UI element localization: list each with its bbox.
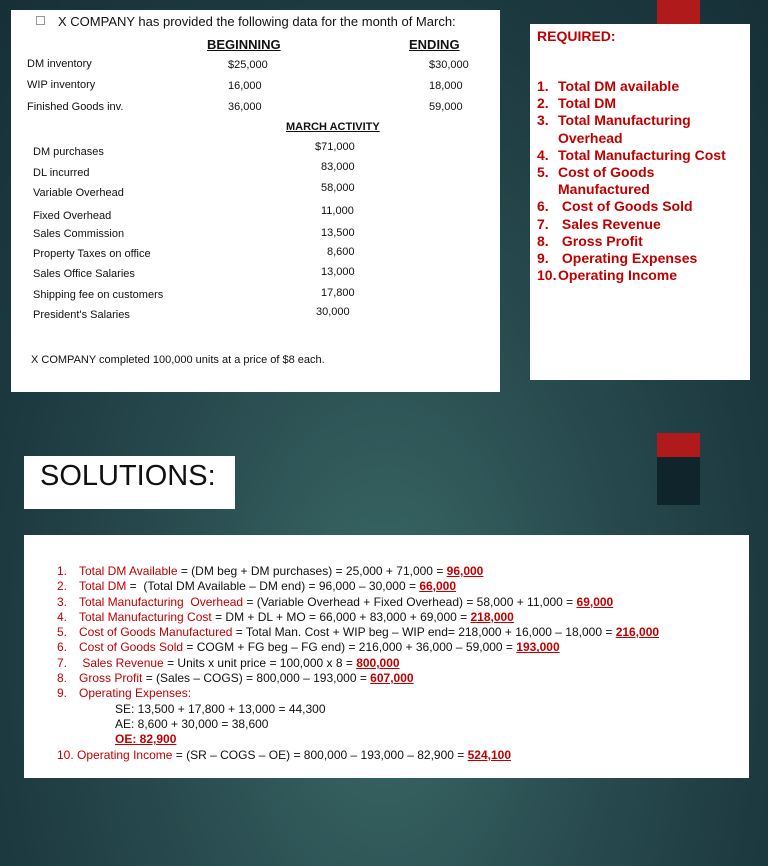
required-item: [537, 198, 749, 215]
solution-line: [57, 686, 659, 701]
activity-label: Property Taxes on office: [33, 248, 151, 260]
item-number: 3.: [537, 112, 549, 129]
solution-formula: = COGM + FG beg – FG end) = 216,000 + 36,000 – 59,000 =: [183, 640, 517, 655]
required-item: [537, 267, 749, 284]
activity-value: 8,600: [327, 246, 355, 258]
solution-formula: = (Sales – COGS) = 800,000 – 193,000 =: [142, 671, 371, 686]
activity-label: DL incurred: [33, 167, 90, 179]
inventory-ending: $30,000: [429, 59, 469, 71]
item-number: 4.: [537, 146, 549, 163]
solution-line: [57, 610, 659, 625]
required-item: [537, 147, 749, 164]
solution-line: [57, 748, 659, 763]
activity-label: Sales Commission: [33, 228, 125, 240]
solution-line: [57, 656, 659, 671]
solution-number: 5.: [57, 625, 68, 640]
beginning-header: BEGINNING: [207, 37, 281, 52]
activity-value: 58,000: [321, 182, 355, 194]
solution-number: 4.: [57, 609, 68, 624]
opex-ae-line: AE: 8,600 + 30,000 = 38,600: [115, 716, 269, 731]
required-list: [537, 78, 749, 284]
solution-answer: 216,000: [615, 625, 660, 640]
solution-answer: 96,000: [446, 564, 484, 578]
item-text: Cost of Goods Sold: [558, 198, 693, 215]
activity-label: Fixed Overhead: [33, 210, 112, 222]
solution-formula: = DM + DL + MO = 66,000 + 83,000 + 69,000 =: [211, 609, 471, 624]
solution-formula: = (SR – COGS – OE) = 800,000 – 193,000 – 82,900 =: [172, 747, 468, 762]
inventory-ending: 18,000: [429, 80, 463, 92]
activity-value: 13,500: [321, 227, 355, 239]
solution-label: Cost of Goods Sold: [79, 640, 184, 655]
solution-formula: = Units x unit price = 100,000 x 8 =: [163, 655, 357, 670]
inventory-label: DM inventory: [27, 58, 92, 70]
solution-answer: 524,100: [467, 747, 512, 762]
ending-header: ENDING: [409, 37, 460, 52]
item-text: Sales Revenue: [558, 215, 661, 232]
solution-label: Total DM: [79, 579, 127, 594]
solution-line: [57, 625, 659, 640]
completed-note: X COMPANY completed 100,000 units at a price of $8 each.: [31, 354, 325, 366]
solutions-list: [57, 564, 659, 763]
activity-value: 11,000: [321, 205, 354, 217]
solution-number: 6.: [57, 640, 68, 655]
item-text: Total Manufacturing Cost: [558, 146, 726, 163]
inventory-label: WIP inventory: [27, 79, 96, 91]
opex-oe-row: [57, 732, 659, 747]
solution-number: 7.: [57, 655, 68, 670]
item-text: Operating Expenses: [558, 250, 698, 267]
march-activity-header: MARCH ACTIVITY: [286, 121, 380, 133]
solution-label: Total Manufacturing Cost: [79, 609, 212, 624]
solution-formula: = Total Man. Cost + WIP beg – WIP end= 218,000 + 16,000 – 18,000 =: [232, 625, 616, 640]
item-text: Total Manufacturing Overhead: [558, 112, 691, 146]
required-item: [537, 95, 749, 112]
item-text: Cost of Goods Manufactured: [558, 164, 655, 198]
solution-line: [57, 564, 659, 579]
item-text: Gross Profit: [558, 232, 643, 249]
decorative-red-block-top: [657, 0, 700, 24]
item-number: 5.: [537, 164, 549, 181]
item-text: Operating Income: [558, 267, 678, 284]
solution-label: Cost of Goods Manufactured: [79, 625, 233, 640]
item-number: 9.: [537, 250, 549, 267]
solution-number: 8.: [57, 671, 68, 686]
activity-value: 83,000: [321, 161, 355, 173]
solution-number: 9.: [57, 686, 68, 701]
solution-label: Total Manufacturing Overhead: [79, 594, 244, 609]
solution-answer: 66,000: [419, 579, 457, 594]
solution-line: [57, 640, 659, 655]
item-number: 7.: [537, 215, 549, 232]
activity-value: $71,000: [315, 141, 355, 153]
item-number: 2.: [537, 95, 549, 112]
activity-label: Variable Overhead: [33, 187, 124, 199]
required-item: [537, 233, 749, 250]
item-text: Total DM available: [558, 78, 680, 94]
solution-formula: = (Variable Overhead + Fixed Overhead) = 58,000 + 11,000 =: [243, 594, 577, 609]
solution-label: Sales Revenue: [79, 655, 164, 670]
solution-line: [57, 579, 659, 594]
opex-se-line: SE: 13,500 + 17,800 + 13,000 = 44,300: [115, 701, 326, 716]
solution-number: 10.: [57, 747, 74, 762]
inventory-beginning: 16,000: [228, 80, 262, 92]
required-item: [537, 78, 749, 95]
item-number: 8.: [537, 232, 549, 249]
item-number: 1.: [537, 78, 549, 94]
item-number: 10.: [537, 267, 557, 284]
solution-line: [57, 671, 659, 686]
decorative-dark-block: [657, 457, 700, 505]
item-number: 6.: [537, 198, 549, 215]
solution-label: Operating Income: [77, 747, 173, 762]
inventory-beginning: $25,000: [228, 59, 268, 71]
activity-value: 13,000: [321, 266, 355, 278]
solution-label: Total DM Available: [79, 564, 178, 578]
inventory-ending: 59,000: [429, 101, 463, 113]
inventory-beginning: 36,000: [228, 101, 262, 113]
activity-label: DM purchases: [33, 146, 104, 158]
solution-number: 3.: [57, 594, 68, 609]
solution-formula: = (Total DM Available – DM end) = 96,000 – 30,000 =: [126, 579, 420, 594]
solution-answer: 218,000: [470, 609, 514, 624]
solution-formula: = (DM beg + DM purchases) = 25,000 + 71,000 =: [177, 564, 447, 578]
solution-label: Operating Expenses:: [79, 686, 192, 701]
activity-value: 17,800: [321, 287, 355, 299]
opex-oe-total: OE: 82,900: [115, 732, 177, 747]
solution-answer: 193,000: [516, 640, 560, 655]
problem-intro: X COMPANY has provided the following data for the month of March:: [58, 14, 456, 29]
solution-answer: 69,000: [576, 594, 614, 609]
inventory-label: Finished Goods inv.: [27, 101, 124, 113]
activity-value: 30,000: [316, 306, 350, 318]
solution-answer: 607,000: [370, 671, 414, 686]
required-title: REQUIRED:: [537, 28, 616, 44]
item-text: Total DM: [558, 95, 617, 112]
solution-line: [57, 595, 659, 610]
solution-label: Gross Profit: [79, 671, 143, 686]
solution-number: 2.: [57, 579, 68, 594]
decorative-red-block: [657, 433, 700, 457]
solution-answer: 800,000: [356, 655, 400, 670]
activity-label: Shipping fee on customers: [33, 289, 164, 301]
required-item: [537, 112, 749, 146]
solutions-title: SOLUTIONS:: [40, 460, 216, 492]
required-item: [537, 164, 749, 198]
required-item: [537, 216, 749, 233]
activity-label: President's Salaries: [33, 309, 130, 321]
solution-number: 1.: [57, 564, 68, 578]
checkbox-icon: [36, 16, 45, 25]
activity-label: Sales Office Salaries: [33, 268, 135, 280]
required-item: [537, 250, 749, 267]
